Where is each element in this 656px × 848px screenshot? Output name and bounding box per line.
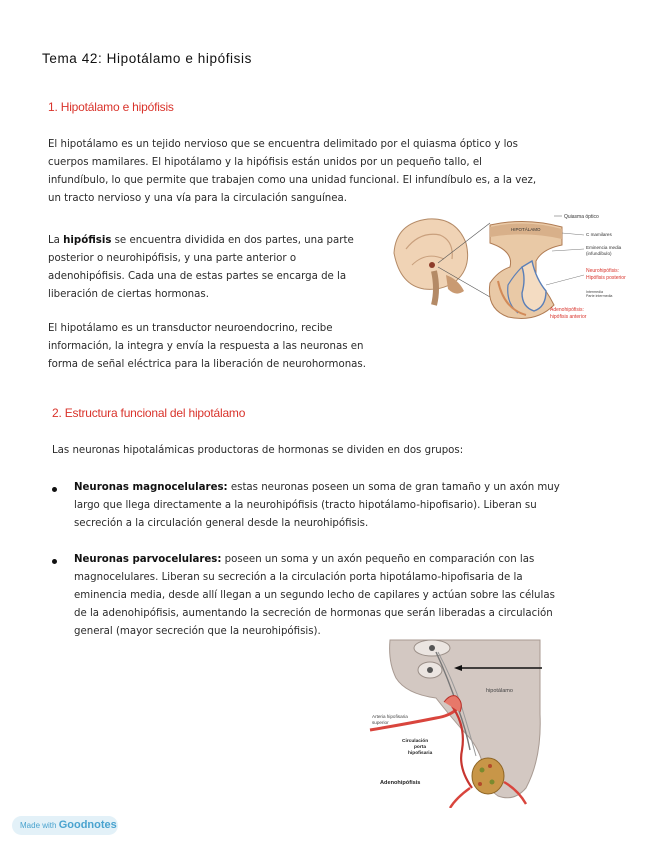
text-line: posterior o neurohipófisis, y una parte anterior o [48, 253, 297, 264]
text-line: eminencia media, desde allí llegan a un segundo lecho de capilares y actúan sobre las células [74, 590, 555, 601]
circulacion-label-3: hipofisaria [408, 751, 433, 756]
pituitary-illustration [489, 221, 562, 318]
brain-sagittal-illustration [394, 219, 468, 305]
section-1-heading: 1. Hipotálamo e hipófisis [48, 100, 174, 114]
mamilares-label: C mamilares [586, 232, 612, 237]
text-line: El hipotálamo es un tejido nervioso que se encuentra delimitado por el quiasma óptico y los [48, 139, 518, 150]
text-line: un tracto nervioso y una vía para la circulación sanguínea. [48, 193, 347, 204]
text-line: liberación de ciertas hormonas. [48, 289, 209, 300]
hipofisis-term: hipófisis [63, 235, 112, 246]
parvocelulares-item [74, 551, 619, 641]
portal-circulation-figure [366, 638, 552, 808]
text-line: secreción a la circulación general desde la neurohipófisis. [74, 518, 369, 529]
magnocelulares-item [74, 479, 614, 533]
neurohipofisis-label-2: Hipófisis posterior [586, 275, 626, 281]
made-with-goodnotes-badge[interactable] [12, 816, 118, 835]
hipotalamo-label: hipotálamo [486, 688, 513, 694]
arteria-label: Arteria hipofisaria [372, 714, 408, 719]
text-line: general (mayor secreción que la neurohipófisis). [74, 626, 321, 637]
intermedia-label: Intermedia [586, 290, 603, 294]
text-line: El hipotálamo es un transductor neuroendocrino, recibe [48, 323, 333, 334]
text-line: forma de señal eléctrica para la liberación de neurohormonas. [48, 359, 366, 370]
text-line: información, la integra y envía la respuesta a las neuronas en [48, 341, 364, 352]
text-line: infundíbulo, lo que permite que trabajen como una unidad funcional. El infundíbulo es, a la vez, [48, 175, 537, 186]
neurohipofisis-label: Neurohipófisis: [586, 268, 620, 274]
section-2-heading: 2. Estructura funcional del hipotálamo [52, 406, 246, 420]
text-line: adenohipófisis. Cada una de estas partes se encarga de la [48, 271, 347, 282]
bullet-dot [52, 487, 57, 492]
section-2-intro: Las neuronas hipotalámicas productoras de hormonas se dividen en dos grupos: [52, 445, 464, 456]
text-line: La hipófisis se encuentra dividida en dos partes, una parte [48, 235, 354, 246]
badge-made-with: Made with [20, 821, 57, 830]
text-line: Neuronas magnocelulares: estas neuronas poseen un soma de gran tamaño y un axón muy [74, 482, 560, 493]
arteria-label-2: superior [372, 720, 389, 725]
bullet-dot [52, 559, 57, 564]
hypothalamus-pituitary-figure [386, 205, 636, 330]
circulacion-label: Circulación [402, 739, 429, 744]
quiasma-label: Quiasma óptico [564, 214, 599, 220]
adenohipofisis-label-2: hipófisis anterior [550, 314, 587, 320]
intermedia-label-2: Parte intermedia [586, 294, 613, 298]
adenohipofisis-label: Adenohipófisis: [550, 307, 584, 313]
transductor-paragraph [48, 320, 408, 374]
text-line: cuerpos mamilares. El hipotálamo y la hipófisis están unidos por un pequeño tallo, el [48, 157, 482, 168]
adenohipofisis-label: Adenohipófisis [380, 780, 421, 786]
magnocelulares-term: Neuronas magnocelulares: [74, 482, 228, 493]
intro-paragraph [48, 136, 608, 208]
figure-label: HIPOTÁLAMO [511, 227, 541, 232]
text-line: largo que llega directamente a la neurohipófisis (tracto hipotálamo-hipofisario). Liberan su [74, 500, 537, 511]
page-title: Tema 42: Hipotálamo e hipófisis [42, 51, 252, 66]
goodnotes-logo-text: Goodnotes [58, 819, 117, 831]
hipofisis-paragraph [48, 232, 388, 304]
parvocelulares-term: Neuronas parvocelulares: [74, 554, 222, 565]
text-line: Neuronas parvocelulares: poseen un soma y un axón pequeño en comparación con las [74, 554, 535, 565]
eminencia-label-2: (infundíbulo) [586, 251, 612, 256]
circulacion-label-2: porta [414, 745, 426, 750]
text-line: magnocelulares. Liberan su secreción a la circulación porta hipotálamo-hipofisaria de la [74, 572, 523, 583]
text-line: de la adenohipófisis, aumentando la secreción de hormonas que serán liberadas a circulación [74, 608, 553, 619]
eminencia-label: Eminencia media [586, 245, 622, 250]
